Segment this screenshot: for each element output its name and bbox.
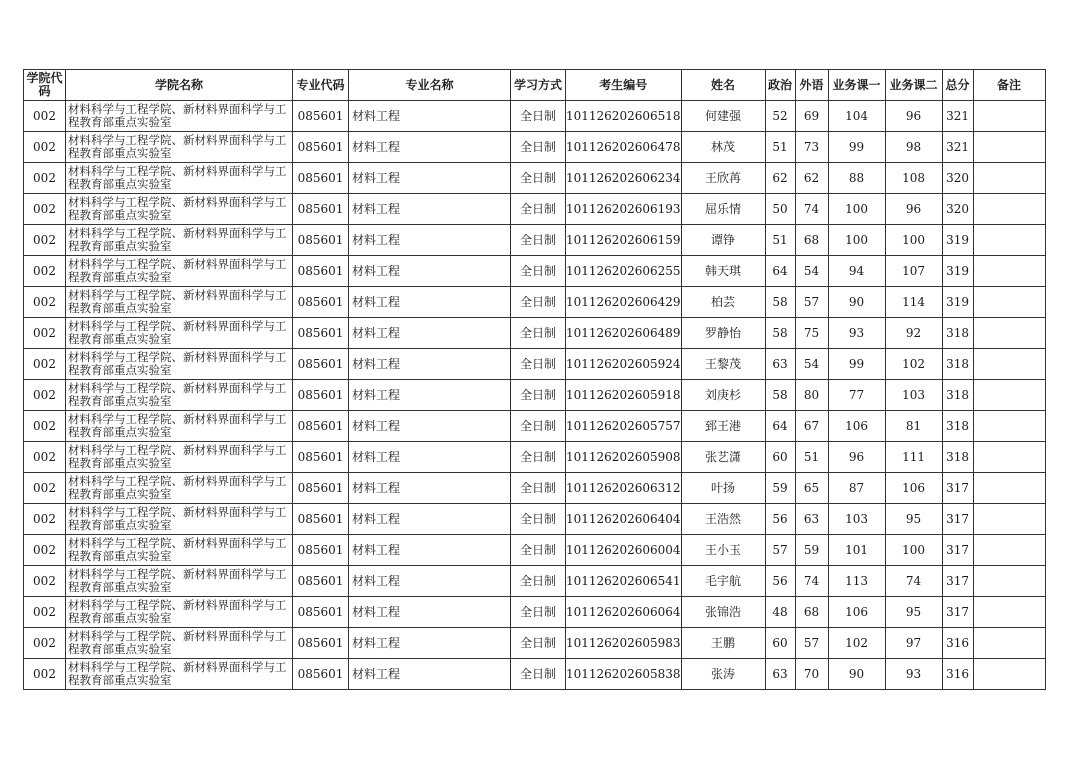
cell-major-name: 材料工程: [349, 628, 511, 659]
cell-politics: 64: [765, 411, 795, 442]
table-row: [24, 597, 1046, 628]
cell-major-name: 材料工程: [349, 659, 511, 690]
cell-study-mode: 全日制: [511, 473, 566, 504]
cell-college-name: 材料科学与工程学院、新材料界面科学与工程教育部重点实验室: [66, 256, 293, 287]
header-college-code: 学院代码: [24, 70, 66, 101]
cell-foreign-lang: 63: [795, 504, 828, 535]
cell-foreign-lang: 54: [795, 349, 828, 380]
cell-college-code: 002: [24, 473, 66, 504]
cell-total: 318: [942, 318, 973, 349]
cell-exam-no: 101126202606489: [566, 318, 682, 349]
cell-major-name: 材料工程: [349, 318, 511, 349]
cell-remarks: [973, 194, 1045, 225]
cell-foreign-lang: 54: [795, 256, 828, 287]
cell-politics: 52: [765, 101, 795, 132]
cell-major-name: 材料工程: [349, 473, 511, 504]
cell-remarks: [973, 225, 1045, 256]
cell-politics: 51: [765, 225, 795, 256]
cell-major-name: 材料工程: [349, 535, 511, 566]
cell-major-code: 085601: [293, 132, 349, 163]
cell-college-code: 002: [24, 318, 66, 349]
cell-study-mode: 全日制: [511, 628, 566, 659]
table-row: [24, 504, 1046, 535]
cell-name: 刘庚杉: [681, 380, 765, 411]
cell-study-mode: 全日制: [511, 318, 566, 349]
cell-study-mode: 全日制: [511, 504, 566, 535]
cell-study-mode: 全日制: [511, 163, 566, 194]
header-major-name: 专业名称: [349, 70, 511, 101]
header-name: 姓名: [681, 70, 765, 101]
table-row: [24, 659, 1046, 690]
cell-foreign-lang: 57: [795, 287, 828, 318]
cell-college-name: 材料科学与工程学院、新材料界面科学与工程教育部重点实验室: [66, 473, 293, 504]
cell-remarks: [973, 163, 1045, 194]
cell-course1: 104: [828, 101, 885, 132]
cell-course2: 96: [885, 101, 942, 132]
header-remarks: 备注: [973, 70, 1045, 101]
cell-name: 王欣苒: [681, 163, 765, 194]
cell-college-name: 材料科学与工程学院、新材料界面科学与工程教育部重点实验室: [66, 411, 293, 442]
cell-politics: 48: [765, 597, 795, 628]
cell-total: 316: [942, 659, 973, 690]
table-row: [24, 256, 1046, 287]
cell-college-name: 材料科学与工程学院、新材料界面科学与工程教育部重点实验室: [66, 566, 293, 597]
cell-course2: 96: [885, 194, 942, 225]
cell-remarks: [973, 659, 1045, 690]
cell-name: 林茂: [681, 132, 765, 163]
cell-study-mode: 全日制: [511, 442, 566, 473]
cell-course2: 97: [885, 628, 942, 659]
cell-course2: 107: [885, 256, 942, 287]
cell-major-name: 材料工程: [349, 194, 511, 225]
cell-remarks: [973, 442, 1045, 473]
cell-major-code: 085601: [293, 101, 349, 132]
cell-study-mode: 全日制: [511, 287, 566, 318]
cell-remarks: [973, 628, 1045, 659]
cell-exam-no: 101126202605924: [566, 349, 682, 380]
cell-name: 罗静怡: [681, 318, 765, 349]
cell-exam-no: 101126202605983: [566, 628, 682, 659]
cell-total: 316: [942, 628, 973, 659]
cell-major-code: 085601: [293, 535, 349, 566]
cell-course1: 90: [828, 659, 885, 690]
cell-remarks: [973, 411, 1045, 442]
cell-politics: 57: [765, 535, 795, 566]
cell-foreign-lang: 68: [795, 597, 828, 628]
cell-college-code: 002: [24, 566, 66, 597]
cell-major-name: 材料工程: [349, 101, 511, 132]
cell-total: 318: [942, 411, 973, 442]
cell-major-code: 085601: [293, 256, 349, 287]
cell-foreign-lang: 80: [795, 380, 828, 411]
cell-college-code: 002: [24, 256, 66, 287]
header-row: [24, 70, 1046, 101]
cell-name: 郅王港: [681, 411, 765, 442]
table-row: [24, 473, 1046, 504]
cell-course2: 106: [885, 473, 942, 504]
cell-course2: 100: [885, 535, 942, 566]
cell-study-mode: 全日制: [511, 132, 566, 163]
cell-exam-no: 101126202606404: [566, 504, 682, 535]
cell-total: 318: [942, 349, 973, 380]
cell-total: 320: [942, 163, 973, 194]
cell-college-name: 材料科学与工程学院、新材料界面科学与工程教育部重点实验室: [66, 101, 293, 132]
table-row: [24, 101, 1046, 132]
header-major-code: 专业代码: [293, 70, 349, 101]
cell-politics: 56: [765, 504, 795, 535]
cell-college-name: 材料科学与工程学院、新材料界面科学与工程教育部重点实验室: [66, 225, 293, 256]
cell-major-name: 材料工程: [349, 225, 511, 256]
cell-remarks: [973, 597, 1045, 628]
cell-college-code: 002: [24, 101, 66, 132]
cell-college-code: 002: [24, 597, 66, 628]
cell-politics: 50: [765, 194, 795, 225]
cell-course2: 111: [885, 442, 942, 473]
cell-study-mode: 全日制: [511, 411, 566, 442]
cell-major-code: 085601: [293, 628, 349, 659]
admission-score-table: [23, 69, 1046, 690]
cell-major-code: 085601: [293, 163, 349, 194]
cell-name: 屈乐情: [681, 194, 765, 225]
cell-major-code: 085601: [293, 318, 349, 349]
cell-major-code: 085601: [293, 349, 349, 380]
cell-foreign-lang: 74: [795, 566, 828, 597]
cell-name: 何建强: [681, 101, 765, 132]
cell-college-name: 材料科学与工程学院、新材料界面科学与工程教育部重点实验室: [66, 504, 293, 535]
cell-college-name: 材料科学与工程学院、新材料界面科学与工程教育部重点实验室: [66, 659, 293, 690]
cell-major-code: 085601: [293, 380, 349, 411]
cell-college-name: 材料科学与工程学院、新材料界面科学与工程教育部重点实验室: [66, 535, 293, 566]
cell-politics: 59: [765, 473, 795, 504]
cell-name: 王黎茂: [681, 349, 765, 380]
cell-college-code: 002: [24, 659, 66, 690]
header-study-mode: 学习方式: [511, 70, 566, 101]
cell-exam-no: 101126202605838: [566, 659, 682, 690]
cell-course1: 99: [828, 132, 885, 163]
cell-exam-no: 101126202606429: [566, 287, 682, 318]
cell-course2: 98: [885, 132, 942, 163]
table-row: [24, 163, 1046, 194]
cell-course2: 81: [885, 411, 942, 442]
cell-exam-no: 101126202606478: [566, 132, 682, 163]
cell-major-code: 085601: [293, 442, 349, 473]
header-total: 总分: [942, 70, 973, 101]
cell-college-code: 002: [24, 442, 66, 473]
cell-college-code: 002: [24, 504, 66, 535]
cell-course2: 95: [885, 504, 942, 535]
cell-exam-no: 101126202606312: [566, 473, 682, 504]
cell-college-code: 002: [24, 628, 66, 659]
cell-exam-no: 101126202606004: [566, 535, 682, 566]
cell-major-code: 085601: [293, 566, 349, 597]
cell-politics: 58: [765, 318, 795, 349]
cell-course1: 90: [828, 287, 885, 318]
table-row: [24, 349, 1046, 380]
cell-course2: 114: [885, 287, 942, 318]
cell-major-code: 085601: [293, 287, 349, 318]
cell-study-mode: 全日制: [511, 225, 566, 256]
cell-major-name: 材料工程: [349, 380, 511, 411]
cell-foreign-lang: 57: [795, 628, 828, 659]
cell-college-name: 材料科学与工程学院、新材料界面科学与工程教育部重点实验室: [66, 597, 293, 628]
header-exam-no: 考生编号: [566, 70, 682, 101]
table-row: [24, 628, 1046, 659]
cell-major-name: 材料工程: [349, 597, 511, 628]
cell-total: 317: [942, 535, 973, 566]
cell-course1: 106: [828, 597, 885, 628]
cell-remarks: [973, 504, 1045, 535]
cell-total: 318: [942, 380, 973, 411]
cell-study-mode: 全日制: [511, 101, 566, 132]
cell-exam-no: 101126202606541: [566, 566, 682, 597]
cell-college-name: 材料科学与工程学院、新材料界面科学与工程教育部重点实验室: [66, 163, 293, 194]
table-row: [24, 194, 1046, 225]
cell-major-code: 085601: [293, 225, 349, 256]
cell-course2: 102: [885, 349, 942, 380]
header-politics: 政治: [765, 70, 795, 101]
cell-total: 319: [942, 256, 973, 287]
cell-college-code: 002: [24, 194, 66, 225]
cell-course2: 74: [885, 566, 942, 597]
cell-foreign-lang: 69: [795, 101, 828, 132]
cell-college-code: 002: [24, 163, 66, 194]
table-row: [24, 225, 1046, 256]
cell-exam-no: 101126202605908: [566, 442, 682, 473]
cell-study-mode: 全日制: [511, 349, 566, 380]
cell-college-code: 002: [24, 380, 66, 411]
header-foreign-lang: 外语: [795, 70, 828, 101]
cell-remarks: [973, 256, 1045, 287]
cell-remarks: [973, 349, 1045, 380]
cell-college-name: 材料科学与工程学院、新材料界面科学与工程教育部重点实验室: [66, 628, 293, 659]
cell-course1: 93: [828, 318, 885, 349]
cell-foreign-lang: 74: [795, 194, 828, 225]
cell-name: 张涛: [681, 659, 765, 690]
cell-course1: 96: [828, 442, 885, 473]
cell-politics: 64: [765, 256, 795, 287]
cell-college-code: 002: [24, 287, 66, 318]
cell-course1: 88: [828, 163, 885, 194]
cell-course1: 113: [828, 566, 885, 597]
cell-name: 张锦浩: [681, 597, 765, 628]
cell-study-mode: 全日制: [511, 566, 566, 597]
cell-remarks: [973, 318, 1045, 349]
cell-politics: 62: [765, 163, 795, 194]
cell-name: 王鹏: [681, 628, 765, 659]
cell-college-name: 材料科学与工程学院、新材料界面科学与工程教育部重点实验室: [66, 442, 293, 473]
cell-foreign-lang: 51: [795, 442, 828, 473]
cell-college-code: 002: [24, 411, 66, 442]
cell-total: 321: [942, 101, 973, 132]
cell-course2: 103: [885, 380, 942, 411]
table-body: [24, 101, 1046, 690]
cell-study-mode: 全日制: [511, 256, 566, 287]
cell-remarks: [973, 566, 1045, 597]
cell-course2: 93: [885, 659, 942, 690]
cell-course1: 102: [828, 628, 885, 659]
table-row: [24, 318, 1046, 349]
cell-college-code: 002: [24, 225, 66, 256]
cell-college-name: 材料科学与工程学院、新材料界面科学与工程教育部重点实验室: [66, 132, 293, 163]
cell-study-mode: 全日制: [511, 597, 566, 628]
cell-course1: 106: [828, 411, 885, 442]
cell-major-code: 085601: [293, 504, 349, 535]
cell-remarks: [973, 535, 1045, 566]
cell-foreign-lang: 65: [795, 473, 828, 504]
cell-study-mode: 全日制: [511, 380, 566, 411]
cell-course1: 87: [828, 473, 885, 504]
cell-major-name: 材料工程: [349, 132, 511, 163]
cell-study-mode: 全日制: [511, 535, 566, 566]
cell-major-name: 材料工程: [349, 411, 511, 442]
cell-total: 318: [942, 442, 973, 473]
cell-major-name: 材料工程: [349, 442, 511, 473]
cell-college-name: 材料科学与工程学院、新材料界面科学与工程教育部重点实验室: [66, 318, 293, 349]
cell-politics: 63: [765, 659, 795, 690]
cell-name: 韩天琪: [681, 256, 765, 287]
cell-exam-no: 101126202605757: [566, 411, 682, 442]
cell-name: 柏芸: [681, 287, 765, 318]
cell-course1: 100: [828, 225, 885, 256]
cell-course1: 100: [828, 194, 885, 225]
cell-course1: 94: [828, 256, 885, 287]
cell-total: 320: [942, 194, 973, 225]
cell-exam-no: 101126202606159: [566, 225, 682, 256]
header-college-name: 学院名称: [66, 70, 293, 101]
cell-name: 叶扬: [681, 473, 765, 504]
cell-politics: 58: [765, 380, 795, 411]
cell-total: 317: [942, 597, 973, 628]
cell-major-code: 085601: [293, 411, 349, 442]
cell-major-name: 材料工程: [349, 504, 511, 535]
cell-major-code: 085601: [293, 194, 349, 225]
cell-foreign-lang: 62: [795, 163, 828, 194]
cell-study-mode: 全日制: [511, 194, 566, 225]
cell-politics: 63: [765, 349, 795, 380]
cell-name: 王小玉: [681, 535, 765, 566]
cell-major-name: 材料工程: [349, 256, 511, 287]
cell-foreign-lang: 68: [795, 225, 828, 256]
cell-name: 王浩然: [681, 504, 765, 535]
cell-major-code: 085601: [293, 473, 349, 504]
table-row: [24, 535, 1046, 566]
cell-exam-no: 101126202606234: [566, 163, 682, 194]
table-row: [24, 287, 1046, 318]
cell-remarks: [973, 101, 1045, 132]
cell-total: 317: [942, 566, 973, 597]
cell-politics: 58: [765, 287, 795, 318]
cell-total: 319: [942, 225, 973, 256]
table-row: [24, 132, 1046, 163]
table-row: [24, 442, 1046, 473]
cell-major-name: 材料工程: [349, 349, 511, 380]
cell-course2: 108: [885, 163, 942, 194]
cell-foreign-lang: 73: [795, 132, 828, 163]
table-row: [24, 380, 1046, 411]
cell-foreign-lang: 67: [795, 411, 828, 442]
cell-course1: 101: [828, 535, 885, 566]
cell-politics: 51: [765, 132, 795, 163]
cell-name: 毛宇航: [681, 566, 765, 597]
cell-college-name: 材料科学与工程学院、新材料界面科学与工程教育部重点实验室: [66, 349, 293, 380]
cell-course2: 100: [885, 225, 942, 256]
cell-major-name: 材料工程: [349, 566, 511, 597]
cell-college-code: 002: [24, 535, 66, 566]
cell-college-name: 材料科学与工程学院、新材料界面科学与工程教育部重点实验室: [66, 287, 293, 318]
cell-course1: 77: [828, 380, 885, 411]
table-row: [24, 566, 1046, 597]
cell-name: 谭铮: [681, 225, 765, 256]
cell-foreign-lang: 75: [795, 318, 828, 349]
cell-course1: 99: [828, 349, 885, 380]
cell-exam-no: 101126202606518: [566, 101, 682, 132]
cell-name: 张艺潇: [681, 442, 765, 473]
cell-college-code: 002: [24, 132, 66, 163]
cell-remarks: [973, 287, 1045, 318]
cell-major-code: 085601: [293, 597, 349, 628]
cell-study-mode: 全日制: [511, 659, 566, 690]
cell-politics: 56: [765, 566, 795, 597]
cell-total: 321: [942, 132, 973, 163]
cell-college-name: 材料科学与工程学院、新材料界面科学与工程教育部重点实验室: [66, 380, 293, 411]
table-row: [24, 411, 1046, 442]
cell-remarks: [973, 473, 1045, 504]
cell-exam-no: 101126202605918: [566, 380, 682, 411]
cell-total: 317: [942, 504, 973, 535]
cell-major-name: 材料工程: [349, 163, 511, 194]
cell-course1: 103: [828, 504, 885, 535]
header-course1: 业务课一: [828, 70, 885, 101]
cell-exam-no: 101126202606255: [566, 256, 682, 287]
cell-college-code: 002: [24, 349, 66, 380]
cell-foreign-lang: 59: [795, 535, 828, 566]
cell-exam-no: 101126202606064: [566, 597, 682, 628]
cell-politics: 60: [765, 628, 795, 659]
cell-total: 319: [942, 287, 973, 318]
header-course2: 业务课二: [885, 70, 942, 101]
cell-politics: 60: [765, 442, 795, 473]
cell-remarks: [973, 380, 1045, 411]
cell-college-name: 材料科学与工程学院、新材料界面科学与工程教育部重点实验室: [66, 194, 293, 225]
cell-exam-no: 101126202606193: [566, 194, 682, 225]
cell-course2: 92: [885, 318, 942, 349]
cell-total: 317: [942, 473, 973, 504]
cell-major-code: 085601: [293, 659, 349, 690]
cell-foreign-lang: 70: [795, 659, 828, 690]
cell-course2: 95: [885, 597, 942, 628]
cell-major-name: 材料工程: [349, 287, 511, 318]
cell-remarks: [973, 132, 1045, 163]
